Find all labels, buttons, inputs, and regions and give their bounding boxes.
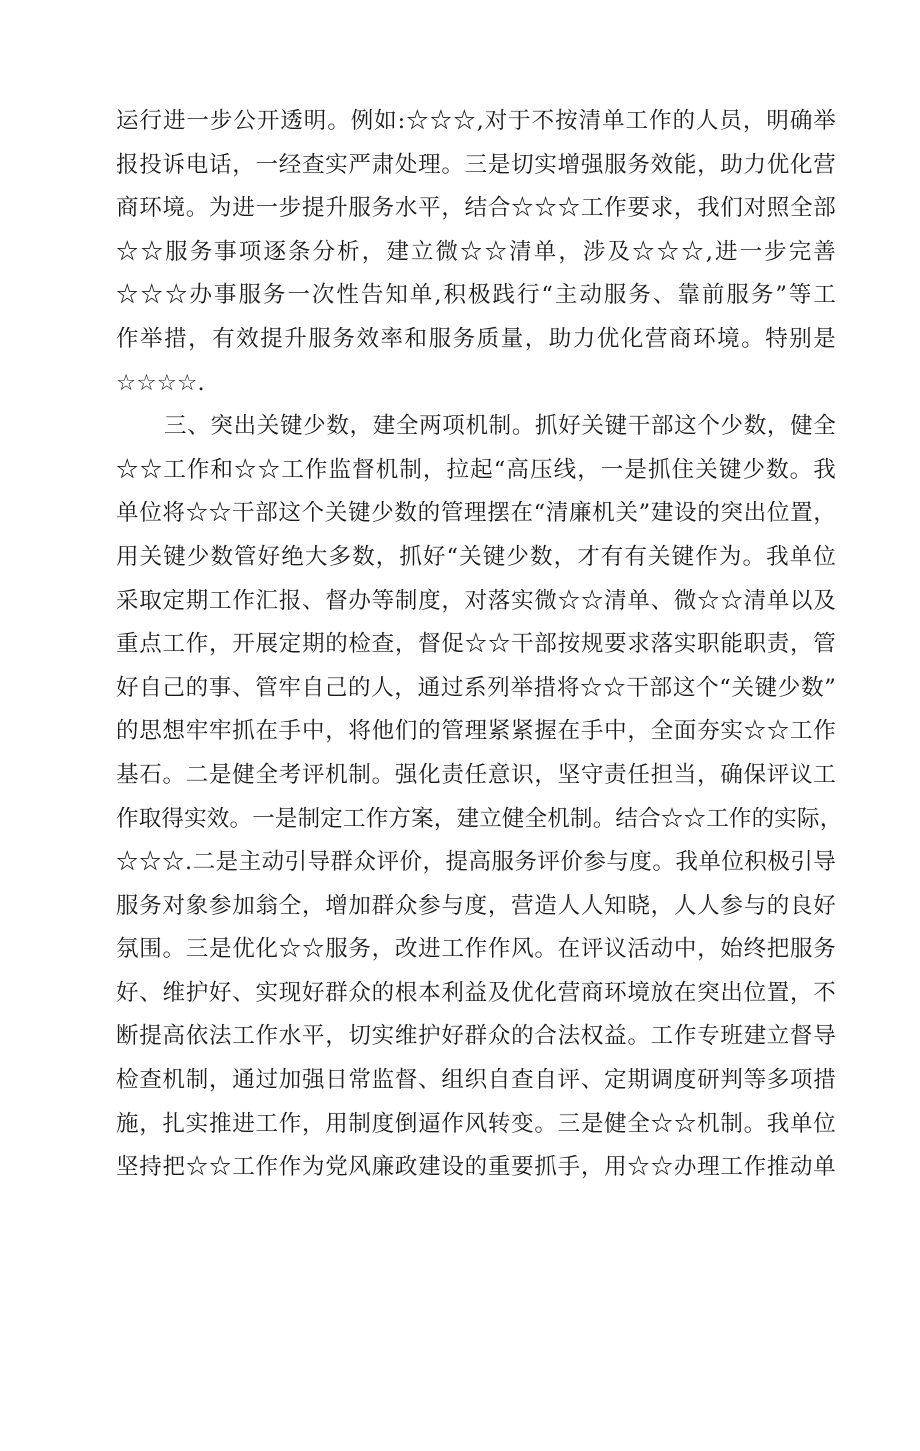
text-line: 三、突出关键少数，建全两项机制。抓好关键干部这个少数，健全 <box>164 413 836 440</box>
text-line: 重点工作，开展定期的检查，督促☆☆干部按规要求落实职能职责，管 <box>116 631 836 658</box>
text-line: 商环境。为进一步提升服务水平，结合☆☆☆工作要求，我们对照全部 <box>116 195 836 222</box>
text-line <box>116 1190 836 1234</box>
text-line: 作举措，有效提升服务效率和服务质量，助力优化营商环境。特别是 <box>116 325 836 352</box>
text-line: ☆☆工作和☆☆工作监督机制，拉起“高压线，一是抓住关键少数。我 <box>116 456 836 483</box>
document-page <box>116 100 843 1451</box>
text-line: 坚持把☆☆工作作为党风廉政建设的重要抓手，用☆☆办理工作推动单 <box>116 1154 836 1181</box>
text-line: 用关键少数管好绝大多数，抓好“关键少数，才有有关键作为。我单位 <box>116 543 836 570</box>
text-line <box>116 1364 836 1408</box>
text-line: 检查机制，通过加强日常监督、组织自查自评、定期调度研判等多项措 <box>116 1067 836 1094</box>
text-line: ☆☆☆.二是主动引导群众评价，提高服务评价参与度。我单位积极引导 <box>116 849 836 876</box>
text-line: ☆☆☆☆. <box>116 369 205 396</box>
text-line: 运行进一步公开透明。例如:☆☆☆,对于不按清单工作的人员，明确举 <box>116 108 836 134</box>
text-line: 基石。二是健全考评机制。强化责任意识，坚守责任担当，确保评议工 <box>116 761 836 788</box>
text-line: 断提高依法工作水平，切实维护好群众的合法权益。工作专班建立督导 <box>116 1023 836 1050</box>
text-line <box>116 1321 836 1365</box>
text-line: 施，扎实推进工作，用制度倒逼作风转变。三是健全☆☆机制。我单位 <box>116 1110 836 1137</box>
text-line: 好、维护好、实现好群众的根本利益及优化营商环境放在突出位置，不 <box>116 979 836 1006</box>
paragraph-2 <box>116 405 843 1451</box>
text-line: 服务对象参加翁仝，增加群众参与度，营造人人知晓，人人参与的良好 <box>116 892 836 919</box>
text-line: ☆☆服务事项逐条分析，建立微☆☆清单，涉及☆☆☆,进一步完善 <box>116 238 836 265</box>
text-line: ☆☆☆办事服务一次性告知单,积极践行“主动服务、靠前服务”等工 <box>116 282 836 309</box>
text-line: 报投诉电话，一经查实严肃处理。三是切实增强服务效能，助力优化营 <box>116 151 836 178</box>
text-line: 好自己的事、管牢自己的人，通过系列举措将☆☆干部这个“关键少数” <box>116 674 836 701</box>
text-line: 的思想牢牢抓在手中，将他们的管理紧紧握在手中，全面夯实☆☆工作 <box>116 718 836 745</box>
text-line: 氛围。三是优化☆☆服务，改进工作作风。在评议活动中，始终把服务 <box>116 936 836 963</box>
text-line: 作取得实效。一是制定工作方案，建立健全机制。结合☆☆工作的实际， <box>116 805 843 832</box>
text-line: 单位将☆☆干部这个关键少数的管理摆在“清廉机关”建设的突出位置， <box>116 500 836 527</box>
text-line <box>116 1233 836 1277</box>
text-line <box>116 1408 836 1451</box>
paragraph-1 <box>116 100 836 405</box>
text-line <box>116 1277 836 1321</box>
text-line: 采取定期工作汇报、督办等制度，对落实微☆☆清单、微☆☆清单以及 <box>116 587 836 614</box>
